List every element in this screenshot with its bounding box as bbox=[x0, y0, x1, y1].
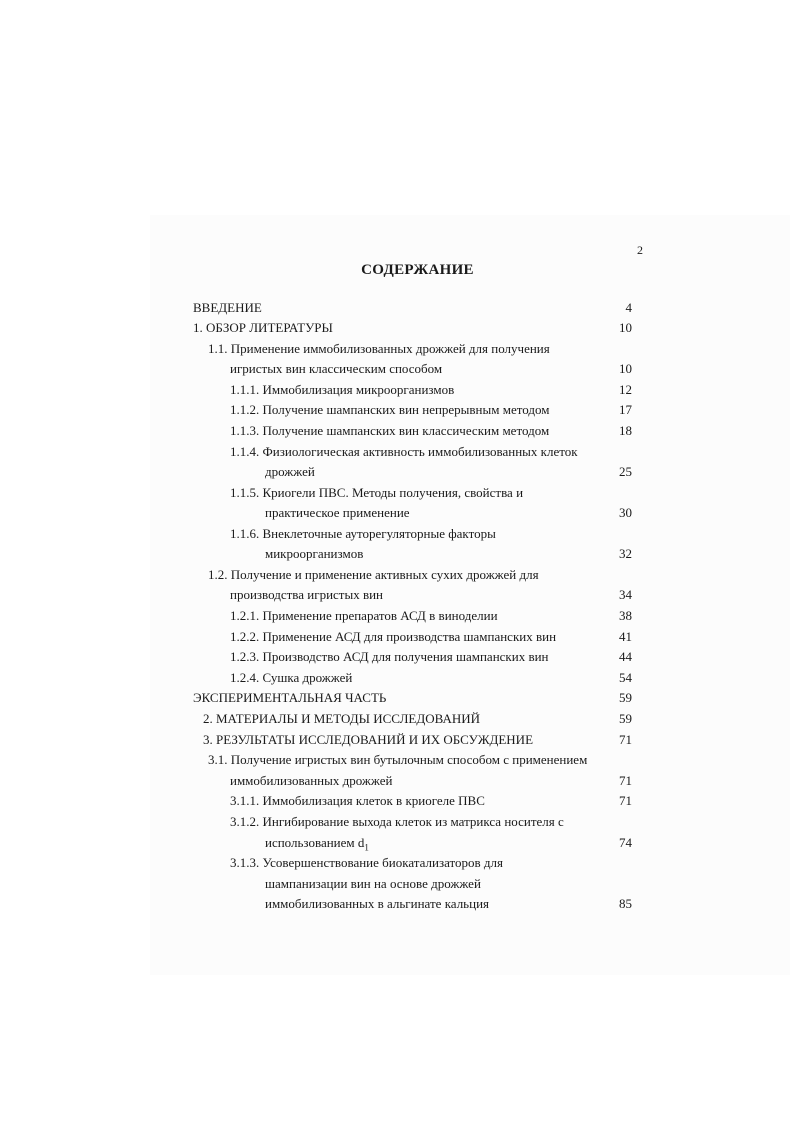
toc-entry-text: 1.2.3. Производство АСД для получения шампанских вин bbox=[230, 649, 549, 664]
toc-entry-text: иммобилизованных дрожжей bbox=[230, 773, 393, 788]
toc-entry-page: 74 bbox=[619, 835, 632, 850]
toc-entry-page: 54 bbox=[619, 670, 632, 685]
toc-entry-page: 71 bbox=[619, 732, 632, 747]
toc-entry-text: 1.1.3. Получение шампанских вин классическим методом bbox=[230, 423, 550, 438]
toc-entry-page: 38 bbox=[619, 608, 632, 623]
toc-entry-text: 3.1. Получение игристых вин бутылочным способом с применением bbox=[208, 752, 588, 767]
toc-entry-text: шампанизации вин на основе дрожжей bbox=[265, 876, 481, 891]
toc-entry-text: 1.2.2. Применение АСД для производства шампанских вин bbox=[230, 629, 557, 644]
toc-entry-text: 1.1.6. Внеклеточные ауторегуляторные факторы bbox=[230, 526, 496, 541]
toc-entry-text: 1.1.5. Криогели ПВС. Методы получения, свойства и bbox=[230, 485, 524, 500]
page-number: 2 bbox=[637, 243, 643, 257]
toc-entry-page: 12 bbox=[619, 382, 632, 397]
toc-entry-text: дрожжей bbox=[265, 464, 315, 479]
toc-entry-page: 59 bbox=[619, 690, 632, 705]
toc-entry-page: 85 bbox=[619, 896, 632, 911]
toc-entry-page: 30 bbox=[619, 505, 632, 520]
toc-entry-text: микроорганизмов bbox=[265, 546, 364, 561]
toc-entry-text: производства игристых вин bbox=[230, 587, 384, 602]
toc-entry-text: 1.1.1. Иммобилизация микроорганизмов bbox=[230, 382, 455, 397]
toc-entry-page: 44 bbox=[619, 649, 632, 664]
toc-entry-text: 1.1. Применение иммобилизованных дрожжей для получения bbox=[208, 341, 550, 356]
toc-entry-page: 18 bbox=[619, 423, 632, 438]
toc-entry-page: 59 bbox=[619, 711, 632, 726]
page-title: СОДЕРЖАНИЕ bbox=[361, 262, 474, 278]
toc-entry-text: 1.2.4. Сушка дрожжей bbox=[230, 670, 353, 685]
toc-entry-page: 10 bbox=[619, 361, 632, 376]
toc-entry-text: 3.1.3. Усовершенствование биокатализаторов для bbox=[230, 855, 503, 870]
toc-entry-text: ВВЕДЕНИЕ bbox=[193, 300, 262, 315]
toc-entry-page: 32 bbox=[619, 546, 632, 561]
toc-entry-text: иммобилизованных в альгинате кальция bbox=[265, 896, 490, 911]
toc-entry-text: игристых вин классическим способом bbox=[230, 361, 443, 376]
toc-entry-text: ЭКСПЕРИМЕНТАЛЬНАЯ ЧАСТЬ bbox=[193, 690, 387, 705]
toc-entry-subscript: 1 bbox=[364, 842, 369, 853]
toc-entry-page: 17 bbox=[619, 402, 632, 417]
toc-entry-text: 3.1.2. Ингибирование выхода клеток из матрикса носителя с bbox=[230, 814, 564, 829]
toc-entry-text: 1.2. Получение и применение активных сухих дрожжей для bbox=[208, 567, 539, 582]
toc-entry-page: 10 bbox=[619, 320, 632, 335]
toc-entry-page: 34 bbox=[619, 587, 632, 602]
toc-entry-text: 1.1.2. Получение шампанских вин непрерывным методом bbox=[230, 402, 550, 417]
toc-entry-text: 1.2.1. Применение препаратов АСД в виноделии bbox=[230, 608, 498, 623]
toc-entry-text: 3.1.1. Иммобилизация клеток в криогеле ПВС bbox=[230, 793, 485, 808]
toc-entry-text: практическое применение bbox=[265, 505, 410, 520]
toc-entry-page: 4 bbox=[625, 300, 632, 315]
toc-entry-page: 71 bbox=[619, 793, 632, 808]
toc-entry-page: 71 bbox=[619, 773, 632, 788]
toc-entry-text-main: использованием d bbox=[265, 835, 365, 850]
toc-entry-text: 2. МАТЕРИАЛЫ И МЕТОДЫ ИССЛЕДОВАНИЙ bbox=[203, 711, 481, 726]
toc-entry-text: 1.1.4. Физиологическая активность иммобилизованных клеток bbox=[230, 444, 578, 459]
toc-entry-page: 25 bbox=[619, 464, 632, 479]
toc-entry-text: 3. РЕЗУЛЬТАТЫ ИССЛЕДОВАНИЙ И ИХ ОБСУЖДЕНИЕ bbox=[203, 732, 534, 747]
toc-entry-page: 41 bbox=[619, 629, 632, 644]
toc-entry-text: 1. ОБЗОР ЛИТЕРАТУРЫ bbox=[193, 320, 333, 335]
